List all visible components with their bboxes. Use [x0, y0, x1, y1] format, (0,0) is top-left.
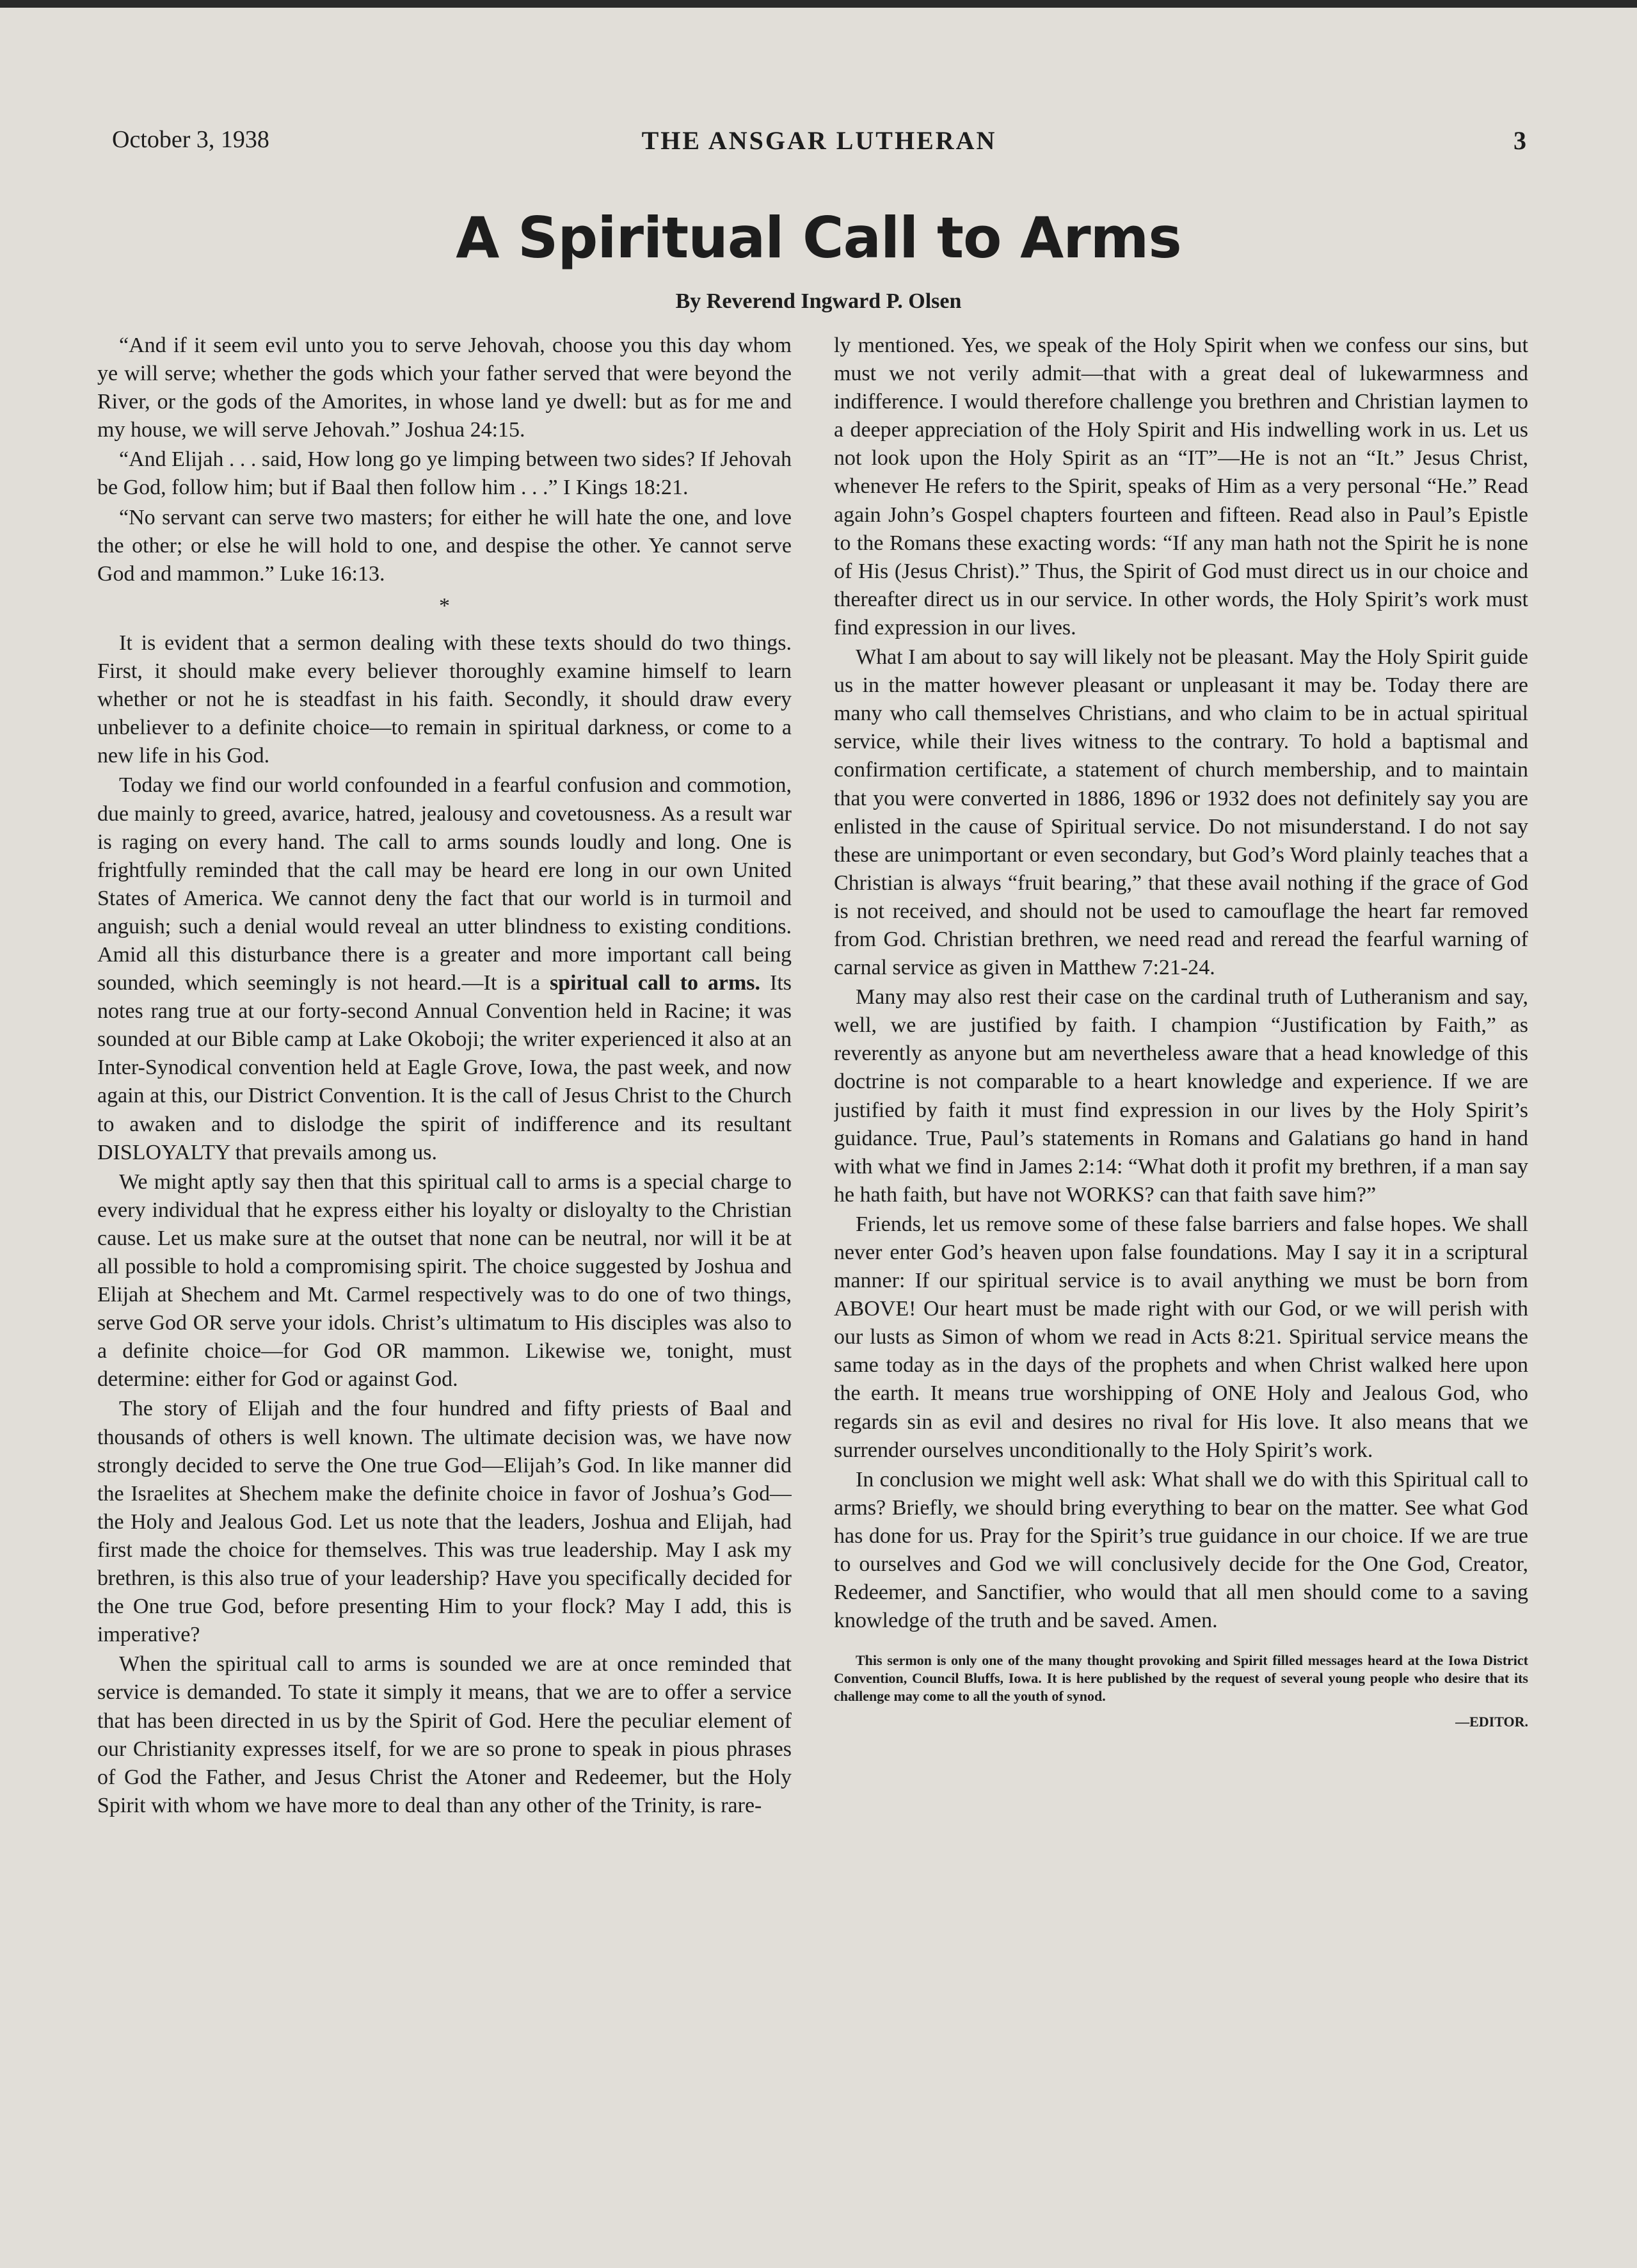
paragraph: We might aptly say then that this spiritual call to arms is a special charge to every individual that he express either his loyalty or disloyalty to the Christian cause. Let us make sure at the outset that none can be neutral, nor will it be at all possible to hold a compromising spirit. The choice suggested by Joshua and Elijah at Shechem and Mt. Carmel respectively was to do one of two things, serve God OR serve your idols. Christ’s ultimatum to His disciples was also to a definite choice—for God OR mammon. Likewise we, tonight, must determine: either for God or against God. [97, 1170, 792, 1392]
article-title: A Spiritual Call to Arms [456, 205, 1181, 271]
paragraph: What I am about to say will likely not be pleasant. May the Holy Spirit guide us in the matter however pleasant or unpleasant it may be. Today there are many who call themselves Christians, and who claim to be in actual spiritual service, while their lives witness to the contrary. To hold a baptismal and confirmation certificate, a statement of church membership, and to maintain that you were converted in 1886, 1896 or 1932 does not definitely say you are enlisted in the cause of Spiritual service. Do not misunderstand. I do not say these are unimportant or even secondary, but God’s Word plainly teaches that a Christian is always “fruit bearing,” that these avail nothing if the grace of God is not received, and should not be used to camouflage the heart far removed from God. Christian brethren, we need read and reread the fearful warning of carnal service as given in Matthew 7:21-24. [834, 645, 1528, 980]
scripture-luke: “No servant can serve two masters; for either he will hate the one, and love the other; or else he will hold to one, and despise the other. Ye cannot serve God and mammon.” Luke 16:13. [97, 505, 792, 586]
publication-name: THE ANSGAR LUTHERAN [641, 126, 997, 155]
scripture-kings: “And Elijah . . . said, How long go ye limping between two sides? If Jehovah be God, follow him; but if Baal then follow him . . .” I Kings 18:21. [97, 447, 792, 500]
article-byline: By Reverend Ingward P. Olsen [675, 289, 962, 313]
paragraph: Today we find our world confounded in a fearful confusion and commotion, due mainly to greed, avarice, hatred, jealousy and covetousness. As a result war is raging on every hand. The call to arms sounds loudly and long. One is frightfully reminded that the call may be heard ere long in our own United States of America. We cannot deny the fact that our world is in turmoil and anguish; such a denial would reveal an utter blindness to existing conditions. Amid all this disturbance there is a greater and more important call being sounded, which seemingly is not heard.—It is a spiritual call to arms. Its notes rang true at our forty-second Annual Convention held in Racine; it was sounded at our Bible camp at Lake Okoboji; the writer experienced it also at an Inter-Synodical convention held at Eagle Grove, Iowa, the past week, and now again at this, our District Convention. It is the call of Jesus Christ to the Church to awaken and to dislodge the spirit of indifference and its resultant DISLOYALTY that prevails among us. [97, 773, 792, 1164]
section-divider: * [439, 593, 450, 618]
page-number: 3 [1513, 126, 1526, 155]
paragraph: Many may also rest their case on the cardinal truth of Lutheranism and say, well, we are justified by faith. I champion “Justification by Faith,” as reverently as anyone but am nevertheless aware that a head knowledge of this doctrine is not comparable to a heart knowledge and experience. If we are justified by faith it must find expression in our lives by the Holy Spirit’s guidance. True, Paul’s statements in Romans and Galatians go hand in hand with what we find in James 2:14: “What doth it profit my brethren, if a man say he hath faith, but have not WORKS? can that faith save him?” [834, 985, 1528, 1207]
emphasis: spiritual call to arms. [549, 971, 761, 995]
issue-date: October 3, 1938 [112, 126, 269, 153]
paragraph: Friends, let us remove some of these false barriers and false hopes. We shall never enter God’s heaven upon false foundations. May I say it in a scriptural manner: If our spiritual service is to avail anything we must be born from ABOVE! Our heart must be made right with our God, or we will perish with our lusts as Simon of whom we read in Acts 8:21. Spiritual service means the same today as in the days of the prophets and when Christ walked here upon the earth. It means true worshipping of ONE Holy and Jealous God, who regards sin as evil and desires no rival for His love. It also means that we surrender ourselves unconditionally to the Holy Spirit’s work. [834, 1212, 1528, 1462]
left-column [97, 332, 792, 2246]
paragraph: It is evident that a sermon dealing with these texts should do two things. First, it should make every believer thoroughly examine himself to learn whether or not he is steadfast in his faith. Secondly, it should draw every unbeliever to a definite choice—to remain in spiritual darkness, or come to a new life in his God. [97, 631, 792, 768]
right-column [834, 332, 1528, 2246]
editor-note: This sermon is only one of the many thought provoking and Spirit filled messages heard at the Iowa District Convention, Council Bluffs, Iowa. It is here published by the request of several young people who desire that its challenge may come to all the youth of synod. [834, 1652, 1528, 1705]
paragraph: When the spiritual call to arms is sounded we are at once reminded that service is demanded. To state it simply it means, that we are to offer a service that has been directed in us by the Spirit of God. Here the peculiar element of our Christianity expresses itself, for we are so prone to speak in pious phrases of God the Father, and Jesus Christ the Atoner and Redeemer, but the Holy Spirit with whom we have more to deal than any other of the Trinity, is rare- [97, 1652, 792, 1817]
scan-edge [0, 0, 1637, 8]
scripture-joshua: “And if it seem evil unto you to serve Jehovah, choose you this day whom ye will serve; whether the gods which your father served that were beyond the River, or the gods of the Amorites, in whose land ye dwell: but as for me and my house, we will serve Jehovah.” Joshua 24:15. [97, 334, 792, 442]
editor-signature: —EDITOR. [1455, 1714, 1528, 1730]
page-header [112, 125, 1526, 164]
paragraph: ly mentioned. Yes, we speak of the Holy Spirit when we confess our sins, but must we not verily admit—that with a great deal of lukewarmness and indifference. I would therefore challenge you brethren and Christian laymen to a deeper appreciation of the Holy Spirit and His indwelling work in us. Let us not look upon the Holy Spirit as an “IT”—He is not an “It.” Jesus Christ, whenever He refers to the Spirit, speaks of Him as a very personal “He.” Read again John’s Gospel chapters fourteen and fifteen. Read also in Paul’s Epistle to the Romans these exacting words: “If any man hath not the Spirit he is none of His (Jesus Christ).” Thus, the Spirit of God must direct us in our choice and thereafter direct us in our service. In other words, the Holy Spirit’s work must find expression in our lives. [834, 334, 1528, 639]
paragraph: The story of Elijah and the four hundred and fifty priests of Baal and thousands of others is well known. The ultimate decision was, we have now strongly decided to serve the One true God—Elijah’s God. In like manner did the Israelites at Shechem make the definite choice in favor of Joshua’s God—the Holy and Jealous God. Let us note that the leaders, Joshua and Elijah, had first made the choice for themselves. This was true leadership. May I ask my brethren, is this also true of your leadership? Have you specifically decided for the One true God, before presenting Him to your flock? May I add, this is imperative? [97, 1397, 792, 1647]
paragraph: In conclusion we might well ask: What shall we do with this Spiritual call to arms? Briefly, we should bring everything to bear on the matter. See what God has done for us. Pray for the Spirit’s true guidance in our choice. If we are true to ourselves and God we will conclusively decide for the One God, Creator, Redeemer, and Sanctifier, who would that all men should come to a saving knowledge of the truth and be saved. Amen. [834, 1467, 1528, 1633]
